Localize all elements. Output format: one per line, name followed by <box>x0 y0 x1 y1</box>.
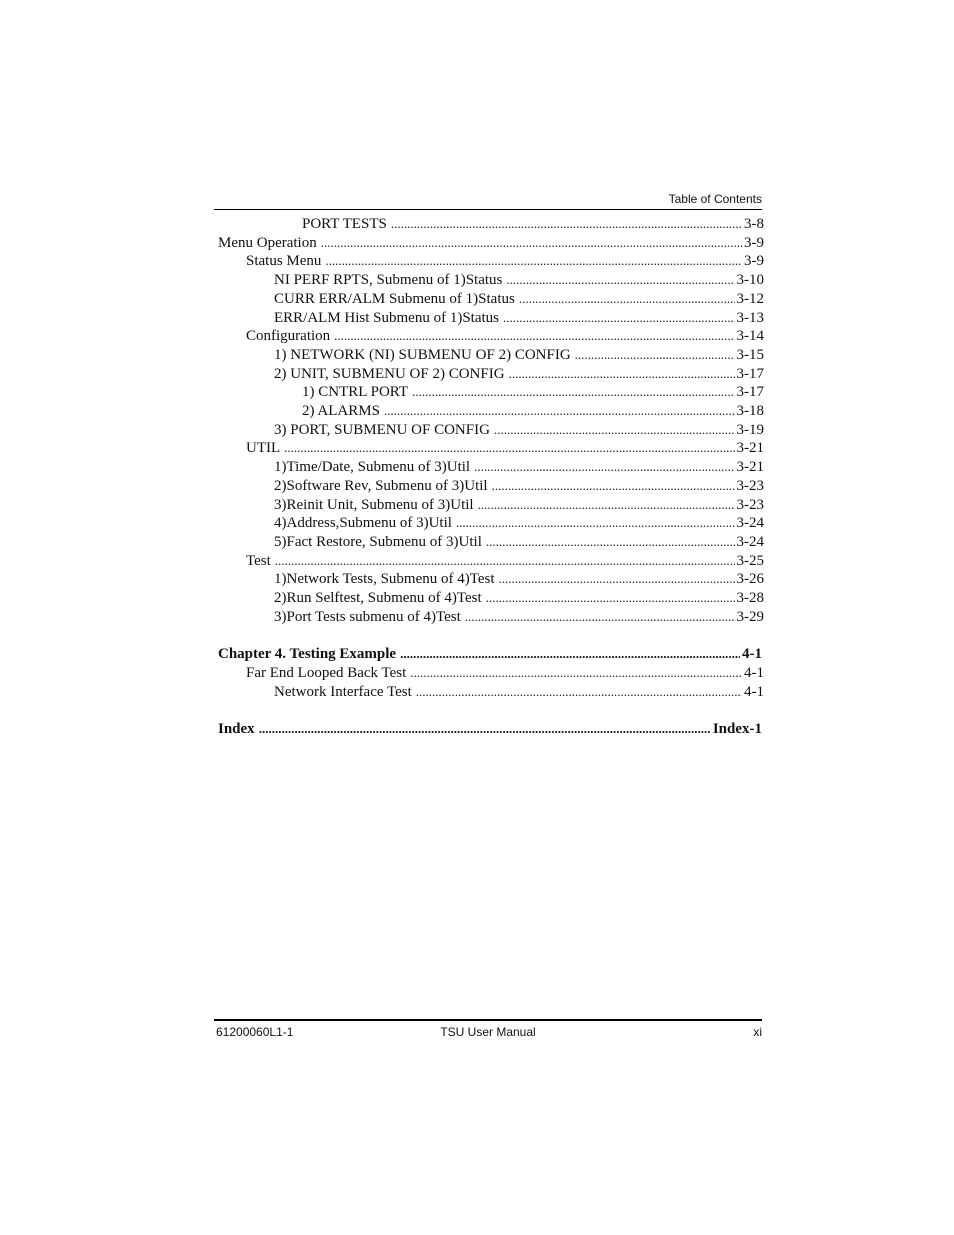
toc-entry-label: Status Menu <box>246 253 322 269</box>
toc-entry-page: 3-12 <box>736 291 764 307</box>
toc-entry-page: 3-15 <box>736 347 764 363</box>
toc-dot-leader <box>412 382 734 401</box>
toc-entry-label: Test <box>246 553 271 569</box>
toc-entry-label: PORT TESTS <box>302 216 387 232</box>
toc-entry-label: 2) ALARMS <box>302 403 380 419</box>
toc-dot-leader <box>506 270 734 289</box>
toc-entry <box>274 270 764 289</box>
toc-entry-label: NI PERF RPTS, Submenu of 1)Status <box>274 272 503 288</box>
toc-entry-label: Configuration <box>246 328 331 344</box>
toc-dot-leader <box>499 569 735 588</box>
toc-entry-page: 4-1 <box>744 665 764 681</box>
toc-entry-page: 4-1 <box>744 684 764 700</box>
toc-entry-label: 1)Time/Date, Submenu of 3)Util <box>274 459 471 475</box>
toc-entry <box>274 532 764 551</box>
toc-entry-page: Index-1 <box>712 721 762 737</box>
toc-entry-label: 2) UNIT, SUBMENU OF 2) CONFIG <box>274 366 505 382</box>
toc-dot-leader <box>494 420 735 439</box>
toc-dot-leader <box>259 719 711 738</box>
toc-entry-page: 3-28 <box>736 590 764 606</box>
toc-entry <box>274 289 764 308</box>
footer-page-number: xi <box>753 1025 762 1039</box>
toc-dot-leader <box>492 476 735 495</box>
toc-entry-label: 4)Address,Submenu of 3)Util <box>274 515 452 531</box>
toc-dot-leader <box>284 438 734 457</box>
page-footer <box>214 1019 762 1041</box>
toc-entry <box>274 364 764 383</box>
toc-dot-leader <box>410 663 742 682</box>
toc-entry-label: Chapter 4. Testing Example <box>218 646 397 662</box>
toc-entry <box>274 420 764 439</box>
toc-entry <box>246 551 764 570</box>
toc-dot-leader <box>474 457 734 476</box>
toc-entry <box>274 588 764 607</box>
toc-entry-label: 1) CNTRL PORT <box>302 384 409 400</box>
toc-entry-label: Far End Looped Back Test <box>246 665 407 681</box>
footer-doc-number: 61200060L1-1 <box>216 1025 294 1039</box>
toc-dot-leader <box>400 644 740 663</box>
toc-dot-leader <box>486 588 735 607</box>
toc-entry <box>274 495 764 514</box>
toc-entry-page: 3-26 <box>736 571 764 587</box>
toc-dot-leader <box>486 532 735 551</box>
toc-dot-leader <box>321 233 742 252</box>
toc-entry <box>302 401 764 420</box>
toc-entry-label: ERR/ALM Hist Submenu of 1)Status <box>274 310 500 326</box>
toc-entry-label: 3)Reinit Unit, Submenu of 3)Util <box>274 497 474 513</box>
toc-entry-label: 5)Fact Restore, Submenu of 3)Util <box>274 534 482 550</box>
toc-entry <box>246 663 764 682</box>
toc-dot-leader <box>384 401 735 420</box>
toc-entry-page: 4-1 <box>742 646 762 662</box>
toc-entry-page: 3-10 <box>736 272 764 288</box>
toc-entry-page: 3-21 <box>736 440 764 456</box>
toc-entry-page: 3-8 <box>744 216 764 232</box>
toc-entry-page: 3-29 <box>736 609 764 625</box>
toc-dot-leader <box>575 345 735 364</box>
toc-entry-page: 3-21 <box>736 459 764 475</box>
toc-entry-label: Index <box>218 721 255 737</box>
toc-entry-label: 1) NETWORK (NI) SUBMENU OF 2) CONFIG <box>274 347 571 363</box>
toc-entry <box>274 607 764 626</box>
toc-dot-leader <box>334 326 734 345</box>
toc-entry <box>274 513 764 532</box>
toc-entry <box>246 251 764 270</box>
toc-entry-label: UTIL <box>246 440 281 456</box>
toc-entry-page: 3-14 <box>736 328 764 344</box>
toc-entry-page: 3-24 <box>736 515 764 531</box>
toc-dot-leader <box>478 495 735 514</box>
toc-entry-label: Menu Operation <box>218 235 317 251</box>
toc-entry-page: 3-24 <box>736 534 764 550</box>
toc-entry <box>274 308 764 327</box>
toc-entry <box>302 214 764 233</box>
toc-entry-label: 2)Run Selftest, Submenu of 4)Test <box>274 590 482 606</box>
toc-dot-leader <box>509 364 735 383</box>
toc-entry-page: 3-25 <box>736 553 764 569</box>
toc-entry-page: 3-18 <box>736 403 764 419</box>
toc-entry-label: 1)Network Tests, Submenu of 4)Test <box>274 571 495 587</box>
toc-entry <box>246 438 764 457</box>
toc-entry <box>302 382 764 401</box>
toc-entry-page: 3-23 <box>736 478 764 494</box>
toc-entry-page: 3-9 <box>744 235 764 251</box>
toc-dot-leader <box>465 607 735 626</box>
toc-dot-leader <box>391 214 742 233</box>
toc-dot-leader <box>416 682 742 701</box>
toc-entry <box>274 476 764 495</box>
toc-entry-page: 3-19 <box>736 422 764 438</box>
toc-entry-page: 3-13 <box>736 310 764 326</box>
toc-entry <box>218 233 764 252</box>
toc-entry-label: 3)Port Tests submenu of 4)Test <box>274 609 461 625</box>
toc-dot-leader <box>519 289 735 308</box>
toc-entry-page: 3-17 <box>736 384 764 400</box>
toc-entry <box>274 569 764 588</box>
toc-dot-leader <box>456 513 735 532</box>
toc-entry <box>218 644 762 663</box>
toc-entry <box>274 457 764 476</box>
toc-entry-label: 3) PORT, SUBMENU OF CONFIG <box>274 422 490 438</box>
toc-entry-page: 3-17 <box>736 366 764 382</box>
toc-entry-label: CURR ERR/ALM Submenu of 1)Status <box>274 291 515 307</box>
toc-entry-page: 3-23 <box>736 497 764 513</box>
footer-manual-title: TSU User Manual <box>440 1025 536 1039</box>
toc-dot-leader <box>325 251 742 270</box>
toc-entry <box>274 682 764 701</box>
toc-entry-label: Network Interface Test <box>274 684 412 700</box>
toc-dot-leader <box>503 308 734 327</box>
toc-dot-leader <box>275 551 735 570</box>
toc-entry-label: 2)Software Rev, Submenu of 3)Util <box>274 478 488 494</box>
toc-entry <box>218 719 762 738</box>
toc-entry <box>246 326 764 345</box>
toc-entry-page: 3-9 <box>744 253 764 269</box>
page-header <box>214 192 762 210</box>
header-title: Table of Contents <box>668 192 762 206</box>
toc-entry <box>274 345 764 364</box>
